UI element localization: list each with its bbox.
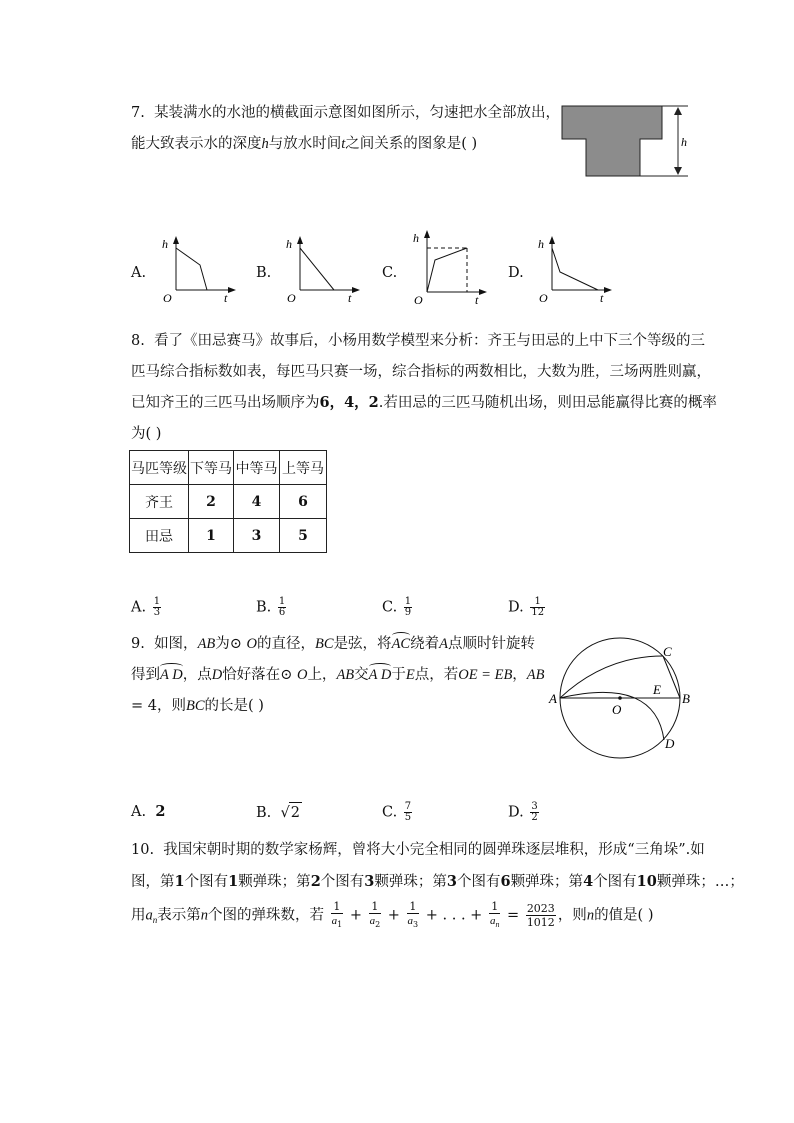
svg-text:t: t bbox=[600, 291, 604, 304]
q8-line3: 已知齐王的三匹马出场顺序为6，4，2.若田忌的三匹马随机出场，则田忌能赢得比赛的概率 bbox=[131, 394, 717, 411]
q7-graph-d[interactable] bbox=[528, 232, 618, 304]
q8-line4: 为( ) bbox=[131, 426, 162, 442]
q8-table bbox=[129, 450, 327, 553]
svg-text:h: h bbox=[162, 237, 168, 251]
q7-graph-b[interactable] bbox=[276, 232, 366, 304]
svg-text:O: O bbox=[287, 291, 296, 304]
point-a-label: A bbox=[549, 691, 557, 706]
table-cell: 齐王 bbox=[130, 485, 189, 519]
q7-option-d-label[interactable]: D. bbox=[508, 265, 524, 281]
svg-text:O: O bbox=[539, 291, 548, 304]
q10-line2: 图，第1个图有1颗弹珠；第2个图有3颗弹珠；第3个图有6颗弹珠；第4个图有10颗弹珠；…； bbox=[131, 873, 744, 890]
q7-graph-a[interactable] bbox=[152, 232, 242, 304]
q7-line1: 7. 某装满水的水池的横截面示意图如图所示，匀速把水全部放出， bbox=[131, 105, 561, 121]
table-header-row bbox=[130, 451, 327, 485]
q10-line1: 10. 我国宋朝时期的数学家杨辉，曾将大小完全相同的圆弹珠逐层堆积，形成“三角垛”.如 bbox=[131, 842, 705, 858]
q9-option-a[interactable]: A. 2 bbox=[131, 803, 166, 820]
q8-option-a[interactable]: A. $\frac{1}{3}$ bbox=[131, 596, 161, 618]
q7-pool-figure bbox=[558, 104, 698, 180]
point-e-label: E bbox=[653, 682, 661, 697]
point-b-label: B bbox=[682, 691, 690, 706]
svg-text:t: t bbox=[475, 293, 479, 306]
svg-text:h: h bbox=[538, 237, 544, 251]
q9-line1: 9. 如图，AB为⊙ O的直径，BC是弦，将AC绕着A点顺时针旋转 bbox=[131, 636, 535, 652]
table-cell: 4 bbox=[234, 485, 280, 519]
q7-option-c-label[interactable]: C. bbox=[382, 265, 398, 281]
table-cell: 3 bbox=[234, 519, 280, 553]
table-header: 马匹等级 bbox=[130, 451, 189, 485]
q9-option-d[interactable]: D. $\frac{3}{2}$ bbox=[508, 801, 538, 823]
point-o-label: O bbox=[612, 702, 622, 717]
pool-height-label: h bbox=[681, 135, 687, 149]
point-c-label: C bbox=[663, 644, 672, 659]
svg-text:O: O bbox=[414, 293, 423, 306]
q8-line2: 匹马综合指标数如表，每匹马只赛一场，综合指标的两数相比，大数为胜，三场两胜则赢， bbox=[131, 364, 711, 380]
svg-text:t: t bbox=[348, 291, 352, 304]
q7-option-b-label[interactable]: B. bbox=[256, 265, 272, 281]
table-row bbox=[130, 485, 327, 519]
svg-text:h: h bbox=[286, 237, 292, 251]
q9-option-b[interactable]: B. √2 bbox=[256, 802, 302, 823]
table-cell: 2 bbox=[189, 485, 234, 519]
table-cell: 5 bbox=[280, 519, 327, 553]
q10-line3: 用$a_n$表示第n个图的弹珠数，若 $\frac{1}{a_1}$ + $\frac{1}{a_2}$ + $\frac{1}{a_3}$ + . . . + $\frac{1}{a_n}$ = $\frac{2023}{1012}$ ，则n的值是( ) bbox=[131, 900, 654, 930]
table-cell: 1 bbox=[189, 519, 234, 553]
q9-line3: = 4，则BC的长是( ) bbox=[131, 698, 264, 714]
svg-text:t: t bbox=[224, 291, 228, 304]
q8-line1: 8. 看了《田忌赛马》故事后，小杨用数学模型来分析：齐王与田忌的上中下三个等级的三 bbox=[131, 333, 706, 349]
q8-option-c[interactable]: C. $\frac{1}{9}$ bbox=[382, 596, 412, 618]
table-row bbox=[130, 519, 327, 553]
q7-option-a-label[interactable]: A. bbox=[131, 265, 147, 281]
table-header: 下等马 bbox=[189, 451, 234, 485]
svg-text:O: O bbox=[163, 291, 172, 304]
table-header: 上等马 bbox=[280, 451, 327, 485]
q8-option-d[interactable]: D. $\frac{1}{12}$ bbox=[508, 596, 545, 618]
q9-option-c[interactable]: C. $\frac{7}{5}$ bbox=[382, 801, 412, 823]
q7-line2: 能大致表示水的深度h与放水时间t之间关系的图象是( ) bbox=[131, 136, 478, 152]
table-cell: 田忌 bbox=[130, 519, 189, 553]
q7-graph-c[interactable] bbox=[403, 226, 493, 306]
q9-line2: 得到A D，点D恰好落在⊙ O上，AB交A D于E点，若OE = EB，AB bbox=[131, 667, 545, 683]
point-d-label: D bbox=[665, 736, 675, 751]
svg-text:h: h bbox=[413, 231, 419, 245]
table-header: 中等马 bbox=[234, 451, 280, 485]
table-cell: 6 bbox=[280, 485, 327, 519]
q8-option-b[interactable]: B. $\frac{1}{6}$ bbox=[256, 596, 286, 618]
q9-circle-figure bbox=[545, 636, 697, 788]
